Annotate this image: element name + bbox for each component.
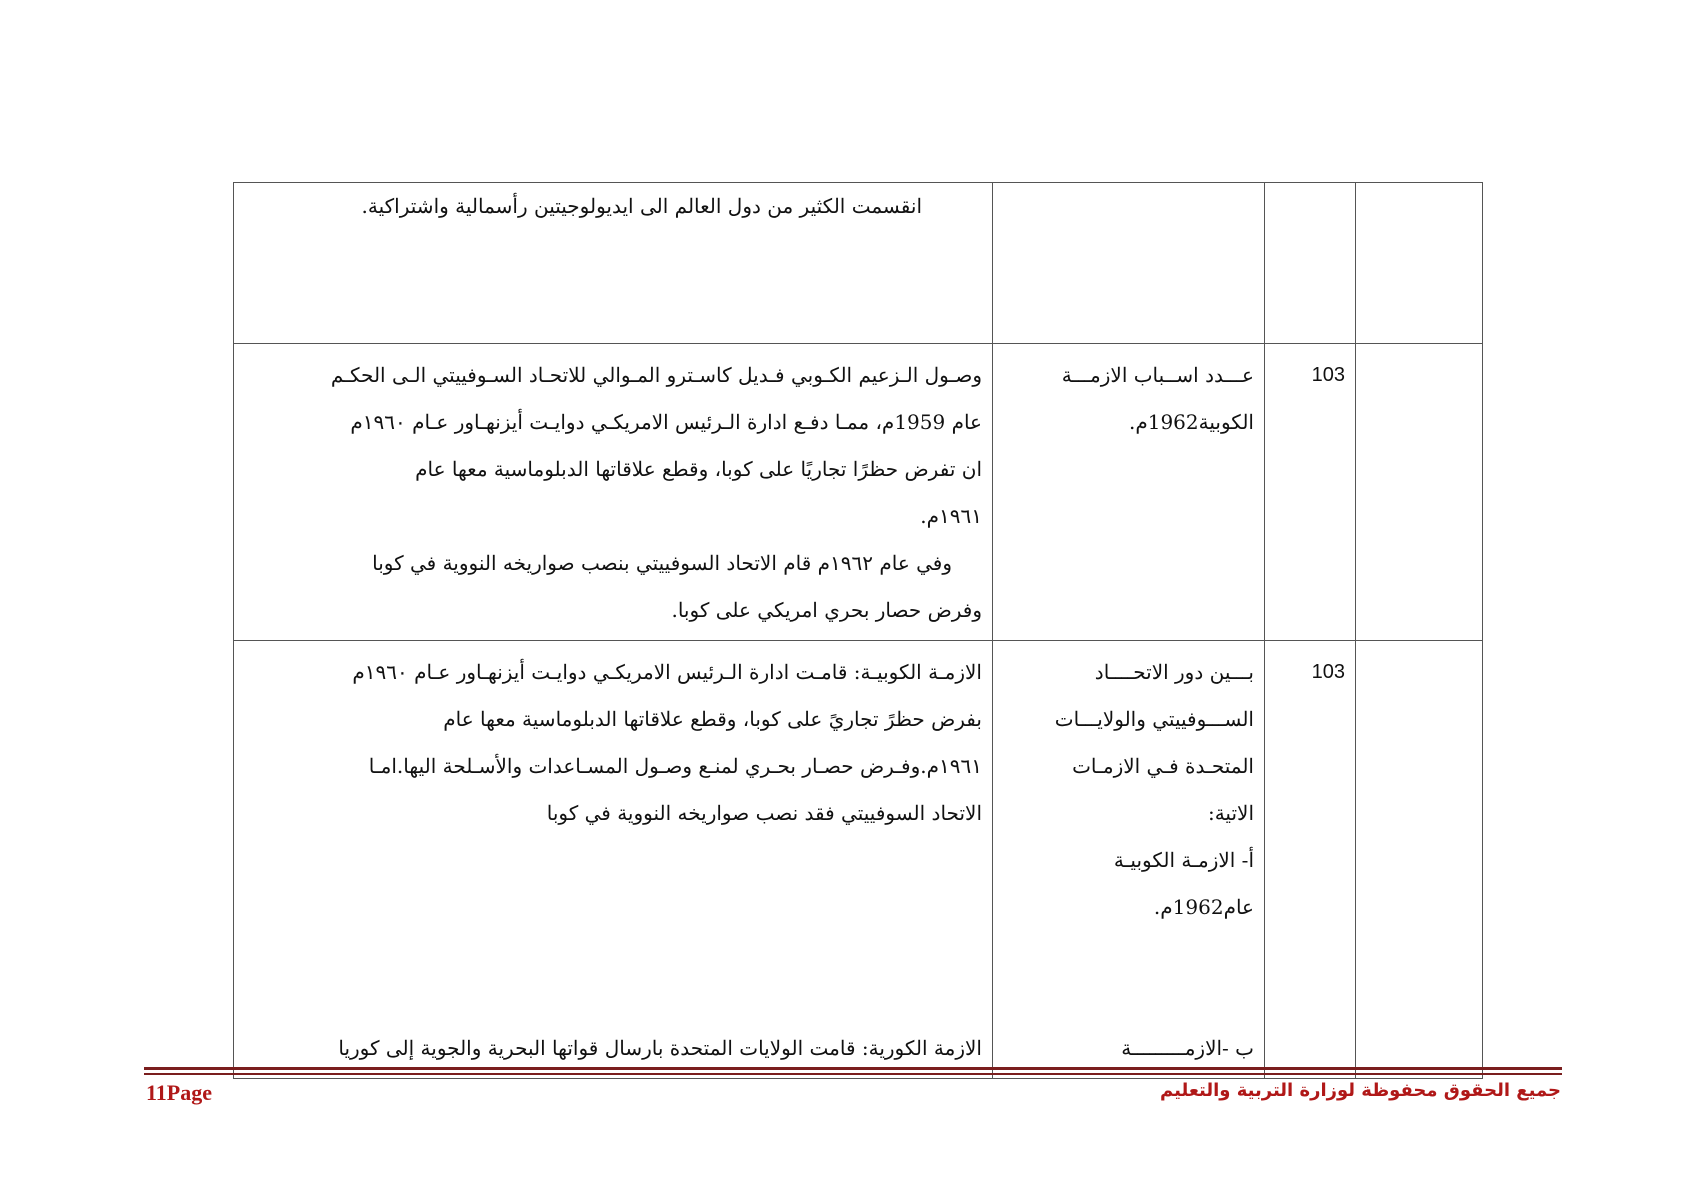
question-line: عـــدد اســباب الازمـــة: [1061, 363, 1254, 387]
answer-line: عام 1959م، ممـا دفـع ادارة الـرئيس الامريكـي دوايـت أيزنهـاور عـام ١٩٦٠م: [350, 410, 982, 434]
copyright-notice: جميع الحقوق محفوظة لوزارة التربية والتعليم: [1160, 1080, 1561, 1101]
empty-cell: [1356, 183, 1483, 344]
question-line: بـــين دور الاتحــــاد: [1094, 660, 1254, 684]
footer-divider: [144, 1073, 1562, 1075]
question-line: المتحـدة فـي الازمـات: [1072, 754, 1254, 778]
table-row: [234, 344, 1483, 641]
question-line: الســـوفييتي والولايـــات: [1054, 707, 1254, 731]
question-line: عام1962م.: [1153, 895, 1254, 919]
question-cell: [993, 183, 1265, 344]
question-line: الاتية:: [1207, 801, 1254, 825]
answer-line: ١٩٦١م.: [920, 504, 982, 528]
answer-line: ان تفرض حظرًا تجاريًا على كوبا، وقطع علاقاتها الدبلوماسية معها عام: [415, 457, 982, 481]
footer-divider: [144, 1067, 1562, 1070]
question-cell: [993, 344, 1265, 641]
answer-line: الازمة الكورية: قامت الولايات المتحدة بارسال قواتها البحرية والجوية إلى كوريا: [338, 1036, 982, 1060]
question-number: 103: [1265, 344, 1356, 641]
answer-cell: [234, 344, 993, 641]
answer-line: بفرض حظرً تجاريً على كوبا، وقطع علاقاتها الدبلوماسية معها عام: [443, 707, 982, 731]
empty-cell: [1356, 641, 1483, 1079]
question-cell: [993, 641, 1265, 1079]
answer-line: انقسمت الكثير من دول العالم الى ايديولوجيتين رأسمالية واشتراكية.: [361, 194, 922, 218]
answer-line: الاتحاد السوفييتي فقد نصب صواريخه النووية في كوبا: [546, 801, 982, 825]
question-line: أ- الازمـة الكوبيـة: [1113, 848, 1254, 872]
page-number: 11Page: [146, 1080, 212, 1105]
answer-line: وفي عام ١٩٦٢م قام الاتحاد السوفييتي بنصب صواريخه النووية في كوبا: [372, 551, 952, 575]
answer-line: ١٩٦١م.وفـرض حصـار بحـري لمنـع وصـول المسـاعدات والأسـلحة اليها.امـا: [368, 754, 982, 778]
answer-line: الازمـة الكوبيـة: قامـت ادارة الـرئيس الامريكـي دوايـت أيزنهـاور عـام ١٩٦٠م: [352, 660, 982, 684]
question-number: [1265, 183, 1356, 344]
question-number: 103: [1265, 641, 1356, 1079]
empty-cell: [1356, 344, 1483, 641]
question-line: الكوبية1962م.: [1128, 410, 1254, 434]
answer-cell: [234, 641, 993, 1079]
answer-cell: [234, 183, 993, 344]
answer-line: وفرض حصار بحري امريكي على كوبا.: [671, 598, 982, 622]
answer-line: وصـول الـزعيم الكـوبي فـديل كاسـترو المـوالي للاتحـاد السـوفييتي الـى الحكـم: [330, 363, 982, 387]
questions-table: [233, 182, 1483, 1079]
table-row: [234, 641, 1483, 1079]
table-row: [234, 183, 1483, 344]
question-line: ب -الازمـــــــــة: [1121, 1036, 1254, 1060]
